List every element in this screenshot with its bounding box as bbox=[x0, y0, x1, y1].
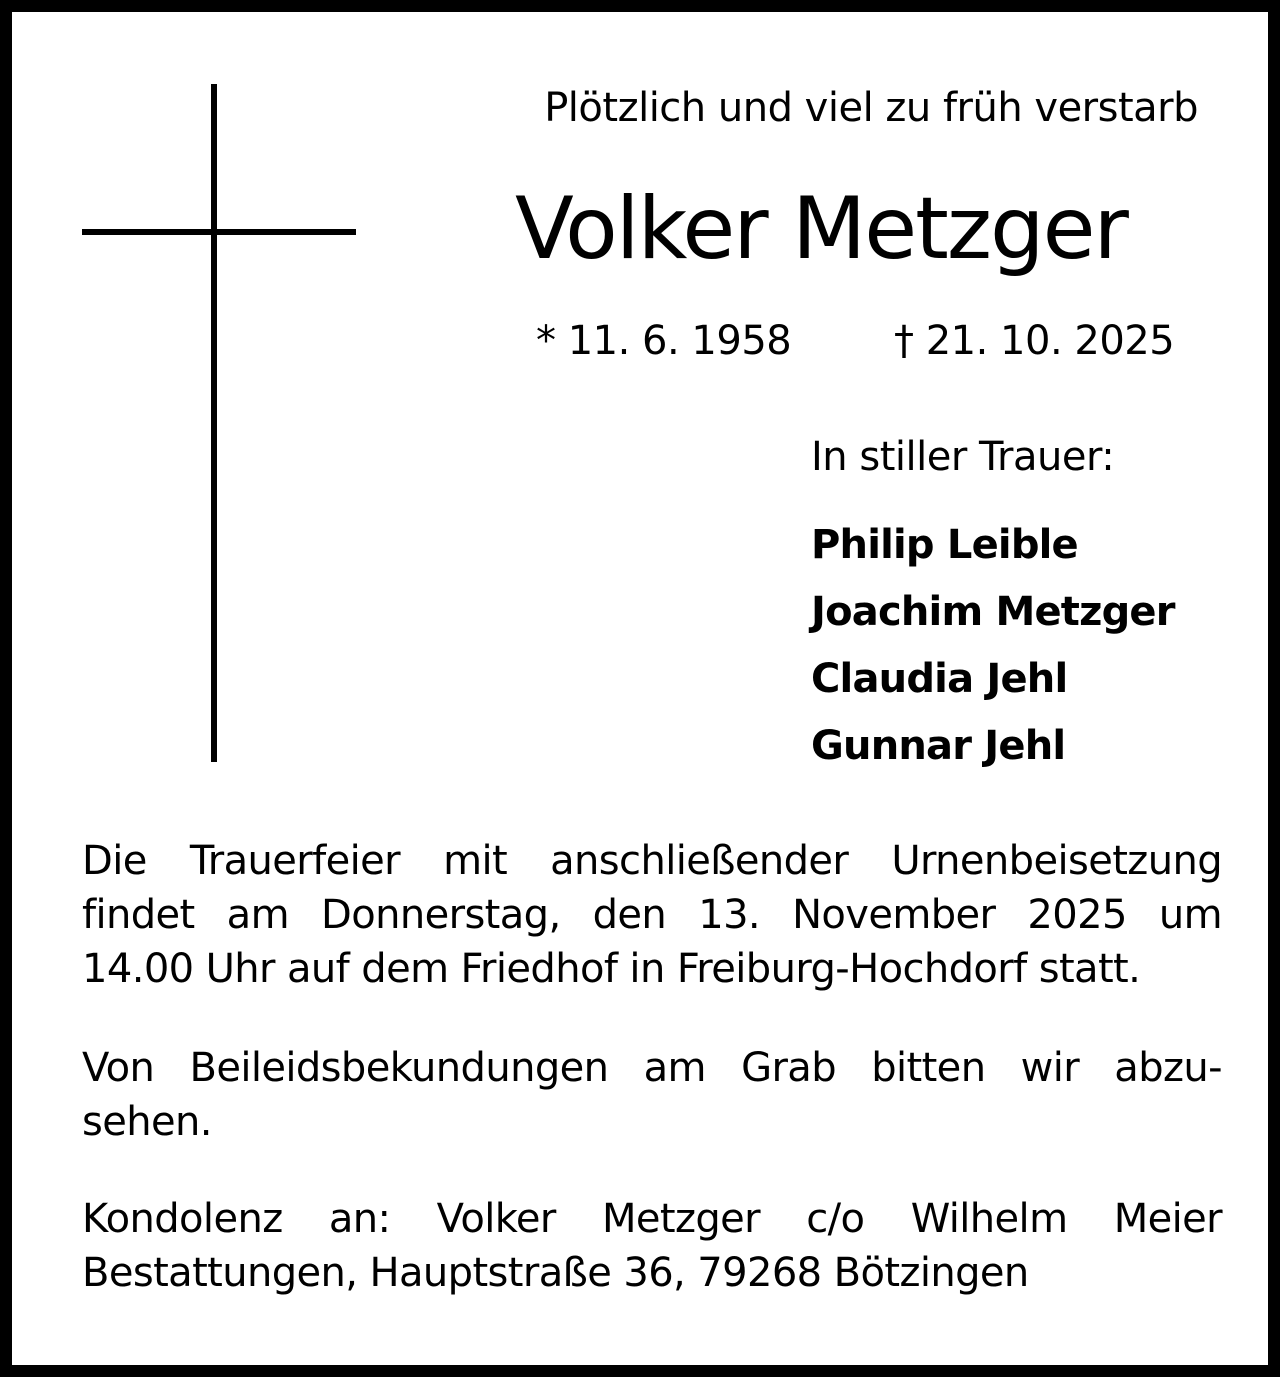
mourner-name: Philip Leible bbox=[811, 522, 1078, 568]
funeral-line: 14.00 Uhr auf dem Friedhof in Freiburg-Hochdorf statt. bbox=[82, 946, 1141, 992]
death-date: † 21. 10. 2025 bbox=[894, 318, 1175, 364]
funeral-line: findet am Donnerstag, den 13. November 2025 um bbox=[82, 892, 1222, 938]
deceased-name: Volker Metzger bbox=[515, 179, 1127, 279]
mourner-name: Joachim Metzger bbox=[811, 589, 1175, 635]
intro-text: Plötzlich und viel zu früh verstarb bbox=[544, 85, 1198, 131]
condolence-note-line: Von Beileidsbekundungen am Grab bitten wir abzu- bbox=[82, 1045, 1222, 1091]
condolence-note bbox=[82, 1041, 1222, 1149]
mourning-label: In stiller Trauer: bbox=[811, 434, 1115, 480]
mourner-name: Gunnar Jehl bbox=[811, 723, 1066, 769]
funeral-announcement bbox=[82, 834, 1222, 996]
funeral-line: Die Trauerfeier mit anschließender Urnenbeisetzung bbox=[82, 838, 1222, 884]
mourner-list bbox=[811, 512, 1175, 780]
mourner-name: Claudia Jehl bbox=[811, 656, 1068, 702]
cross-horizontal-beam bbox=[82, 229, 356, 235]
condolence-address bbox=[82, 1192, 1222, 1300]
condolence-address-line: Bestattungen, Hauptstraße 36, 79268 Bötzingen bbox=[82, 1250, 1029, 1296]
condolence-address-line: Kondolenz an: Volker Metzger c/o Wilhelm Meier bbox=[82, 1196, 1222, 1242]
condolence-note-line: sehen. bbox=[82, 1099, 212, 1145]
birth-date: * 11. 6. 1958 bbox=[536, 318, 792, 364]
cross-vertical-beam bbox=[211, 84, 217, 762]
